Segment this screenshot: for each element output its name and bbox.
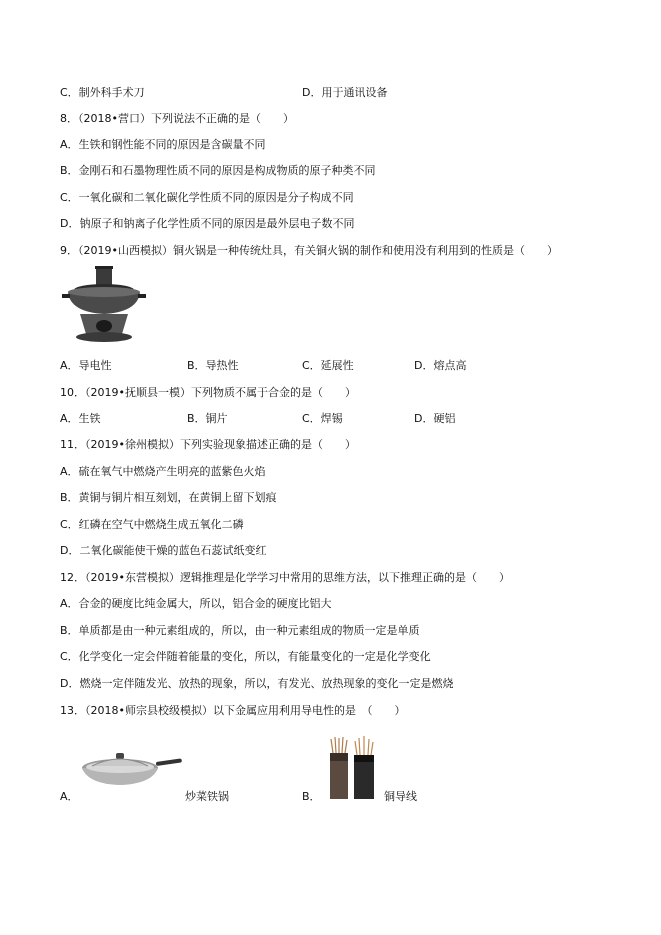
q8-option-c: C．一氧化碳和二氧化碳化学性质不同的原因是分子构成不同 [60,191,354,204]
q8-option-d: D．钠原子和钠离子化学性质不同的原因是最外层电子数不同 [60,217,355,230]
q12-option-a: A．合金的硬度比纯金属大，所以，铝合金的硬度比铝大 [60,597,332,610]
q10-option-a: A．生铁 [60,412,101,425]
q9-option-d: D．熔点高 [414,359,467,372]
q7-option-c: C．制外科手术刀 [60,86,145,99]
wok-image [78,750,184,790]
q13-option-b-caption: 铜导线 [384,790,417,803]
q13-option-a-label: A． [60,790,79,803]
q9-option-b: B．导热性 [187,359,239,372]
q11-option-b: B．黄铜与铜片相互刻划，在黄铜上留下划痕 [60,491,277,504]
q11-option-d: D．二氧化碳能使干燥的蓝色石蕊试纸变红 [60,544,267,557]
q9-stem: 9．（2019•山西模拟）铜火锅是一种传统灶具，有关铜火锅的制作和使用没有利用到的性质是（ ） [60,244,558,257]
q13-option-a-caption: 炒菜铁锅 [185,790,229,803]
q12-option-d: D．燃烧一定伴随发光、放热的现象，所以，有发光、放热现象的变化一定是燃烧 [60,677,454,690]
q8-option-a: A．生铁和钢性能不同的原因是含碳量不同 [60,138,266,151]
q10-option-d: D．硬铝 [414,412,456,425]
q12-option-c: C．化学变化一定会伴随着能量的变化，所以，有能量变化的一定是化学变化 [60,650,431,663]
q10-option-b: B．铜片 [187,412,228,425]
q13-stem: 13．（2018•师宗县校级模拟）以下金属应用利用导电性的是 （ ） [60,704,406,717]
q10-option-c: C．焊锡 [302,412,343,425]
q11-stem: 11．（2019•徐州模拟）下列实验现象描述正确的是（ ） [60,438,356,451]
q9-option-a: A．导电性 [60,359,112,372]
q11-option-c: C．红磷在空气中燃烧生成五氧化二磷 [60,518,244,531]
q12-option-b: B．单质都是由一种元素组成的，所以，由一种元素组成的物质一定是单质 [60,624,420,637]
q8-option-b: B．金刚石和石墨物理性质不同的原因是构成物质的原子种类不同 [60,164,376,177]
q12-stem: 12．（2019•东营模拟）逻辑推理是化学学习中常用的思维方法，以下推理正确的是（ ） [60,571,510,584]
q7-option-d: D．用于通讯设备 [302,86,388,99]
q9-option-c: C．延展性 [302,359,354,372]
q8-stem: 8．（2018•营口）下列说法不正确的是（ ） [60,112,294,125]
q11-option-a: A．硫在氧气中燃烧产生明亮的蓝紫色火焰 [60,465,266,478]
copper-wire-image [322,735,382,799]
q13-option-b-label: B． [302,790,321,803]
q10-stem: 10．（2019•抚顺县一模）下列物质不属于合金的是（ ） [60,386,356,399]
copper-hotpot-image [60,264,148,346]
